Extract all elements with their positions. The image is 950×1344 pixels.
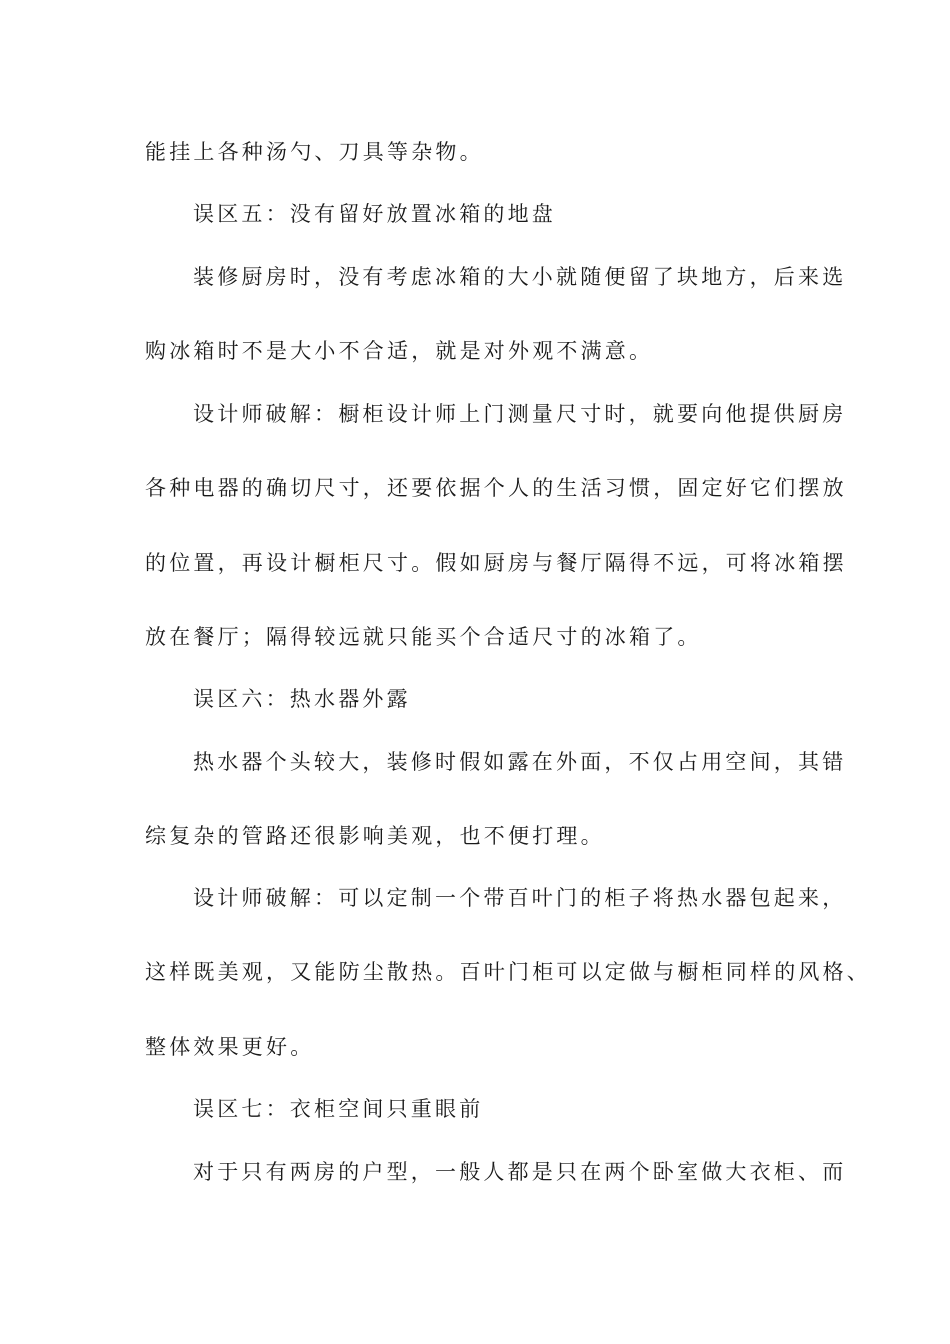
section-heading: 误区五：没有留好放置冰箱的地盘 xyxy=(193,202,556,226)
paragraph-line: 能挂上各种汤勺、刀具等杂物。 xyxy=(145,140,484,164)
paragraph-line: 购冰箱时不是大小不合适，就是对外观不满意。 xyxy=(145,339,654,363)
paragraph-line: 设计师破解：橱柜设计师上门测量尺寸时，就要向他提供厨房 xyxy=(193,402,847,426)
paragraph-line: 对于只有两房的户型，一般人都是只在两个卧室做大衣柜、而 xyxy=(193,1160,847,1184)
paragraph-line: 的位置，再设计橱柜尺寸。假如厨房与餐厅隔得不远，可将冰箱摆 xyxy=(145,551,847,575)
paragraph-line: 综复杂的管路还很影响美观，也不便打理。 xyxy=(145,824,605,848)
paragraph-line: 放在餐厅；隔得较远就只能买个合适尺寸的冰箱了。 xyxy=(145,625,702,649)
paragraph-line: 设计师破解：可以定制一个带百叶门的柜子将热水器包起来， xyxy=(193,886,847,910)
paragraph-line: 整体效果更好。 xyxy=(145,1035,315,1059)
paragraph-line: 热水器个头较大，装修时假如露在外面，不仅占用空间，其错 xyxy=(193,750,847,774)
paragraph-line: 各种电器的确切尺寸，还要依据个人的生活习惯，固定好它们摆放 xyxy=(145,476,847,500)
section-heading: 误区七：衣柜空间只重眼前 xyxy=(193,1097,484,1121)
paragraph-line: 装修厨房时，没有考虑冰箱的大小就随便留了块地方，后来选 xyxy=(193,265,847,289)
section-heading: 误区六：热水器外露 xyxy=(193,687,411,711)
paragraph-line: 这样既美观，又能防尘散热。百叶门柜可以定做与橱柜同样的风格、 xyxy=(145,960,871,984)
